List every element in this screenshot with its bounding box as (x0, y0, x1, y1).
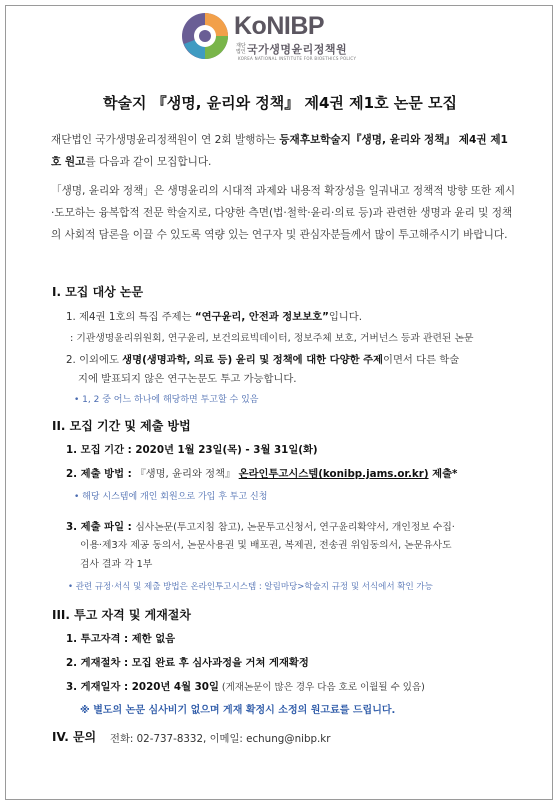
page-title: 학술지 『생명, 윤리와 정책』 제4권 제1호 논문 모집 (103, 94, 457, 112)
section-2-item-2: 2. 제출 방법 : 『생명, 윤리와 정책』 온라인투고시스템(konibp.jams.or.kr) 제출* (66, 468, 458, 480)
section-3-note: ※ 별도의 논문 심사비기 없으며 게재 확정시 소정의 원고료를 드립니다. (80, 705, 396, 716)
section-2-bullet-2: • 관련 규정·서식 및 제출 방법은 온라인투고시스템 : 알림마당>학술지 규정 및 서식에서 확인 가능 (68, 582, 433, 592)
section-1-item-2: 2. 이외에도 생명(생명과학, 의료 등) 윤리 및 정책에 대한 다양한 주제이면서 다른 학술 (66, 354, 460, 366)
section-3-heading: III. 투고 자격 및 게재절차 (52, 608, 191, 622)
online-submission-link[interactable]: 온라인투고시스템(konibp.jams.or.kr) (238, 468, 429, 480)
section-1-item-2-cont: 지에 발표되지 않은 연구논문도 투고 가능합니다. (78, 373, 297, 385)
logo-title: KoNIBP (234, 12, 325, 40)
section-2-heading: II. 모집 기간 및 제출 방법 (52, 419, 191, 433)
logo-small-text: 재단 법인 (236, 43, 246, 55)
section-2-item-3-cont-2: 검사 결과 각 1부 (80, 559, 153, 570)
section-3-item-2: 2. 게재절차 : 모집 완료 후 심사과정을 거쳐 게재확정 (66, 657, 309, 669)
intro-paragraph-1: 재단법인 국가생명윤리정책원이 연 2회 발행하는 등재후보학술지『생명, 윤리와 정책』 제4권 제1호 원고를 다음과 같이 모집합니다. (51, 134, 508, 168)
section-1-bullet: • 1, 2 중 어느 하나에 해당하면 투고할 수 있음 (74, 395, 259, 405)
section-3-item-3: 3. 게재일자 : 2020년 4월 30일 (게재논문이 많은 경우 다음 호로 이월될 수 있음) (66, 681, 425, 693)
konibp-emblem-icon (178, 10, 232, 62)
logo-subtitle: 국가생명윤리정책원 (247, 43, 348, 56)
section-1-heading: I. 모집 대상 논문 (52, 285, 144, 299)
section-1-item-1-detail: : 기관생명윤리위원회, 연구윤리, 보건의료빅데이터, 정보주체 보호, 거버넌스 등과 관련된 논문 (70, 333, 474, 344)
section-4-heading: IV. 문의 (52, 730, 97, 744)
intro-paragraph-2: 「생명, 윤리와 정책」은 생명윤리의 시대적 과제와 내용적 확장성을 일궈내고 정책적 방향 또한 제시·도모하는 융복합적 전문 학술지로, 다양한 측면(법·철학·윤리·의료 등)과 관련한 생명과 윤리 및 정책의 사회적 담론을 이끌 수 있도록 역량 있는 연구자 및 관심자분들께서 많이 투고해주시기 바랍니다. (51, 185, 516, 241)
section-2-item-1: 1. 모집 기간 : 2020년 1월 23일(목) - 3월 31일(화) (66, 444, 318, 456)
section-3-item-1: 1. 투고자격 : 제한 없음 (66, 633, 176, 645)
logo-english-name: KOREA NATIONAL INSTITUTE FOR BIOETHICS POLICY (238, 56, 357, 61)
section-2-bullet-1: • 해당 시스템에 개인 회원으로 가입 후 투고 신청 (74, 492, 268, 502)
logo (178, 10, 378, 62)
section-2-item-3: 3. 제출 파일 : 심사논문(투고지침 참고), 논문투고신청서, 연구윤리확약서, 개인정보 수집· (66, 521, 455, 533)
section-2-item-3-cont-1: 이용·제3자 제공 동의서, 논문사용권 및 배포권, 복제권, 전송권 위임동의서, 논문유사도 (80, 540, 452, 551)
contact-info: 전화: 02-737-8332, 이메일: echung@nibp.kr (110, 733, 331, 745)
section-1-item-1: 1. 제4권 1호의 특집 주제는 “연구윤리, 안전과 정보보호”입니다. (66, 311, 362, 323)
